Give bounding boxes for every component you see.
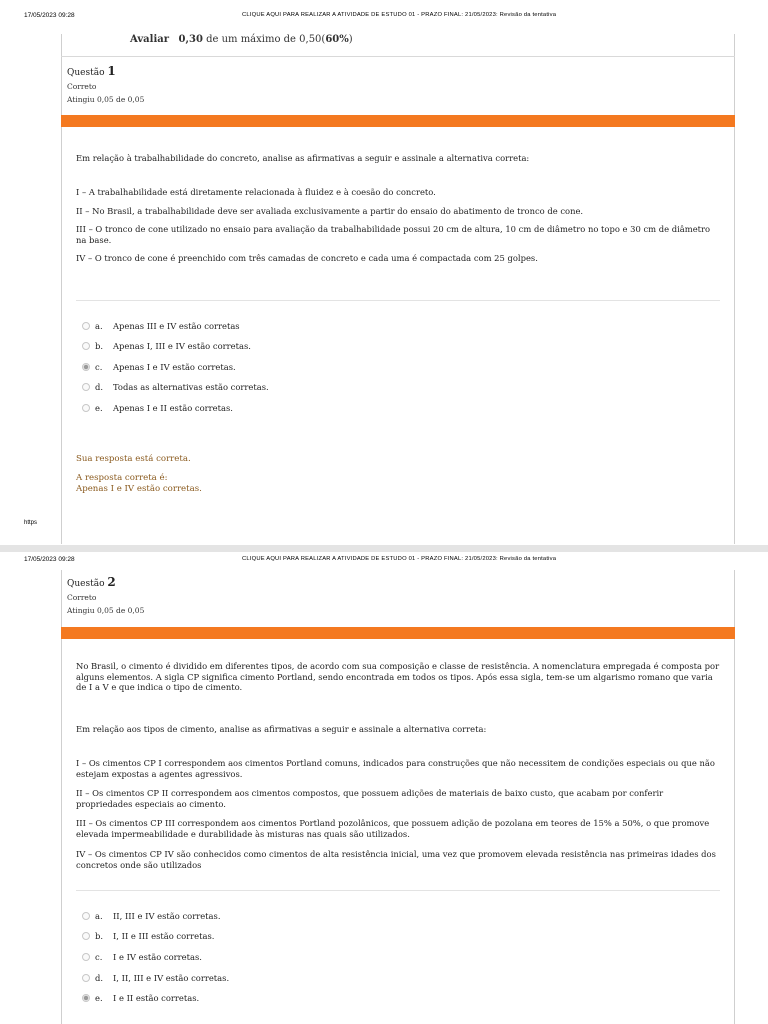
- question-number: [67, 575, 144, 589]
- grade-score: 0,30: [178, 34, 203, 45]
- grade-text: de um máximo de 0,50(: [206, 34, 326, 45]
- grade-label: Avaliar: [130, 34, 169, 45]
- grade-summary: [130, 34, 353, 45]
- radio-button[interactable]: [82, 932, 90, 940]
- statement-1: I – A trabalhabilidade está diretamente relacionada à fluidez e à coesão do concreto.: [76, 187, 436, 197]
- option-text: Apenas I e IV estão corretas.: [113, 362, 236, 372]
- statement-2: II – No Brasil, a trabalhabilidade deve ser avaliada exclusivamente a partir do ensaio do abatimento de tronco de cone.: [76, 206, 584, 216]
- statement-2: II – Os cimentos CP II correspondem aos cimentos compostos, que possuem adições de materiais de baixo custo, que acabam por conferir propriedades especiais ao cimento.: [76, 788, 664, 809]
- divider: [61, 56, 735, 57]
- print-page-2: [0, 552, 768, 1024]
- feedback-answer: Apenas I e IV estão corretas.: [76, 484, 202, 494]
- answer-option-d[interactable]: [82, 973, 229, 983]
- question-header-bar: [61, 115, 735, 127]
- option-letter: c.: [95, 362, 103, 372]
- question-label: Questão: [67, 68, 105, 78]
- question-number: [67, 64, 144, 78]
- statement-3: III – Os cimentos CP III correspondem aos cimentos Portland pozolânicos, que possuem adição de pozolana em teores de 15% a 50%, o que promove elevada impermeabilidade e durabilidade às misturas nas quais são utilizados.: [76, 818, 710, 839]
- question-number-value: 1: [107, 64, 116, 78]
- content-border-right: [734, 34, 735, 544]
- feedback-answer-label: A resposta correta é:: [76, 473, 168, 483]
- question-text: Em relação aos tipos de cimento, analise as afirmativas a seguir e assinale a alternativa correta:: [76, 724, 487, 734]
- option-text: I e IV estão corretas.: [113, 952, 202, 962]
- option-letter: a.: [95, 911, 103, 921]
- radio-button-selected[interactable]: [82, 363, 90, 371]
- option-text: Apenas III e IV estão corretas: [113, 321, 240, 331]
- option-text: I, II e III estão corretas.: [113, 931, 215, 941]
- option-letter: a.: [95, 321, 103, 331]
- print-title: CLIQUE AQUI PARA REALIZAR A ATIVIDADE DE ESTUDO 01 - PRAZO FINAL: 21/05/2023: Revisão da tentativa: [242, 12, 557, 18]
- print-date: 17/05/2023 09:28: [24, 556, 75, 563]
- option-text: II, III e IV estão corretas.: [113, 911, 221, 921]
- option-text: I, II, III e IV estão corretas.: [113, 973, 230, 983]
- radio-button[interactable]: [82, 322, 90, 330]
- statement-1: I – Os cimentos CP I correspondem aos cimentos Portland comuns, indicados para construções que não necessitem de condições especiais ou que não estejam expostas a agentes agressivos.: [76, 758, 715, 779]
- answer-separator: [76, 890, 720, 891]
- radio-button[interactable]: [82, 342, 90, 350]
- question-intro: No Brasil, o cimento é dividido em diferentes tipos, de acordo com sua composição e classe de resistência. A nomenclatura empregada é composta por alguns elementos. A sigla CP significa cimento Portland, sendo encontrada em todos os tipos. Após essa sigla, tem-se um algarismo romano que varia de I a V e que indica o tipo de cimento.: [76, 661, 720, 693]
- print-date: 17/05/2023 09:28: [24, 12, 75, 19]
- option-letter: d.: [95, 382, 104, 392]
- answer-option-c[interactable]: [82, 362, 236, 372]
- feedback-status: Sua resposta está correta.: [76, 454, 191, 464]
- radio-button[interactable]: [82, 953, 90, 961]
- question-state: Correto: [67, 593, 97, 602]
- answer-option-c[interactable]: [82, 952, 202, 962]
- option-letter: d.: [95, 973, 104, 983]
- answer-option-b[interactable]: [82, 341, 251, 351]
- question-info: [67, 64, 144, 104]
- statement-3: III – O tronco de cone utilizado no ensaio para avaliação da trabalhabilidade possui 20 cm de altura, 10 cm de diâmetro no topo e 30 cm de diâmetro na base.: [76, 224, 711, 245]
- question-mark: Atingiu 0,05 de 0,05: [67, 95, 145, 104]
- option-text: I e II estão corretas.: [113, 993, 200, 1003]
- answer-option-d[interactable]: [82, 382, 269, 392]
- option-letter: e.: [95, 403, 103, 413]
- grade-close: ): [348, 34, 353, 45]
- question-mark: Atingiu 0,05 de 0,05: [67, 606, 145, 615]
- answer-option-b[interactable]: [82, 931, 214, 941]
- option-letter: c.: [95, 952, 103, 962]
- content-border-left: [61, 34, 62, 544]
- radio-button[interactable]: [82, 383, 90, 391]
- answer-option-e[interactable]: [82, 993, 199, 1003]
- option-text: Apenas I e II estão corretas.: [113, 403, 233, 413]
- print-title: CLIQUE AQUI PARA REALIZAR A ATIVIDADE DE ESTUDO 01 - PRAZO FINAL: 21/05/2023: Revisão da tentativa: [242, 556, 557, 562]
- question-text: Em relação à trabalhabilidade do concreto, analise as afirmativas a seguir e assinale a alternativa correta:: [76, 153, 530, 163]
- radio-button[interactable]: [82, 974, 90, 982]
- question-number-value: 2: [107, 575, 116, 589]
- print-footer-url: https: [24, 520, 38, 526]
- page-gap: [0, 545, 768, 552]
- question-header-bar: [61, 627, 735, 639]
- option-letter: b.: [95, 931, 104, 941]
- radio-button-selected[interactable]: [82, 994, 90, 1002]
- option-letter: b.: [95, 341, 104, 351]
- question-info: [67, 575, 144, 615]
- grade-percent: 60%: [325, 34, 349, 45]
- question-state: Correto: [67, 82, 97, 91]
- statement-4: IV – Os cimentos CP IV são conhecidos como cimentos de alta resistência inicial, uma vez que promovem elevada resistência nas primeiras idades dos concretos onde são utilizados: [76, 849, 716, 870]
- option-text: Todas as alternativas estão corretas.: [113, 382, 269, 392]
- radio-button[interactable]: [82, 404, 90, 412]
- answer-separator: [76, 300, 720, 301]
- option-letter: e.: [95, 993, 103, 1003]
- radio-button[interactable]: [82, 912, 90, 920]
- answer-option-a[interactable]: [82, 321, 240, 331]
- answer-option-a[interactable]: [82, 911, 221, 921]
- question-label: Questão: [67, 579, 105, 589]
- option-text: Apenas I, III e IV estão corretas.: [113, 341, 251, 351]
- statement-4: IV – O tronco de cone é preenchido com três camadas de concreto e cada uma é compactada com 25 golpes.: [76, 253, 538, 263]
- answer-option-e[interactable]: [82, 403, 233, 413]
